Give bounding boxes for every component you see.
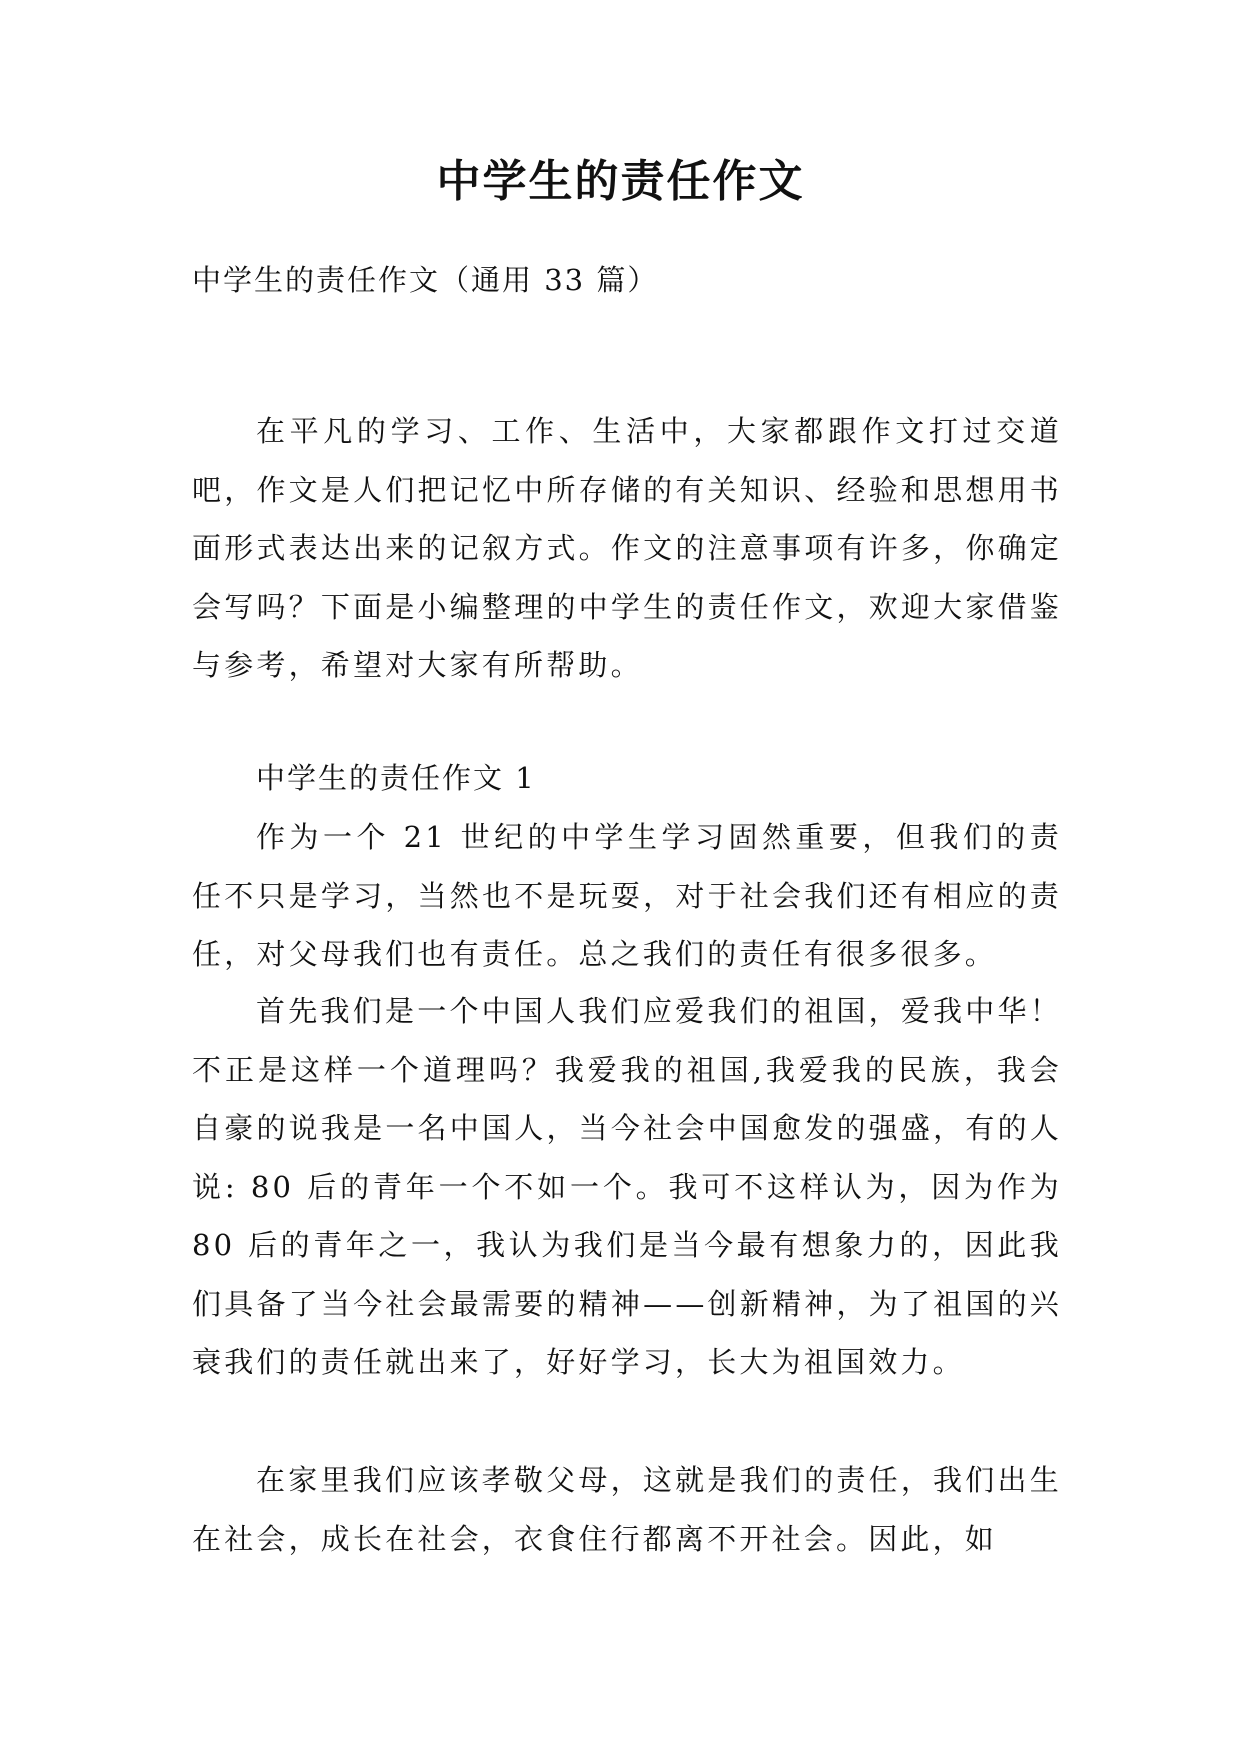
document-subtitle: 中学生的责任作文（通用 33 篇）	[192, 263, 659, 297]
document-title: 中学生的责任作文	[436, 156, 805, 207]
section-heading: 中学生的责任作文 1	[256, 761, 536, 795]
intro-paragraph: 在平凡的学习、工作、生活中，大家都跟作文打过交道吧，作文是人们把记忆中所存储的有关知识、经验和思想用书面形式表达出来的记叙方式。作文的注意事项有许多，你确定会写吗？下面是小编整理的中学生的责任作文，欢迎大家借鉴与参考，希望对大家有所帮助。	[192, 414, 1062, 682]
body-paragraph-3: 在家里我们应该孝敬父母，这就是我们的责任，我们出生在社会，成长在社会，衣食住行都离不开社会。因此，如	[192, 1463, 1062, 1556]
body-paragraph-2: 首先我们是一个中国人我们应爱我们的祖国，爱我中华！不正是这样一个道理吗？我爱我的祖国,我爱我的民族，我会自豪的说我是一名中国人，当今社会中国愈发的强盛，有的人说: 80 后的青年一个不如一个。我可不这样认为，因为作为 80 后的青年之一，我认为我们是当今最有想象力的，因此我们具备了当今社会最需要的精神——创新精神，为了祖国的兴衰我们的责任就出来了，好好学习，长大为祖国效力。	[192, 994, 1062, 1379]
body-paragraph-1: 作为一个 21 世纪的中学生学习固然重要，但我们的责任不只是学习，当然也不是玩耍，对于社会我们还有相应的责任，对父母我们也有责任。总之我们的责任有很多很多。	[192, 820, 1062, 971]
